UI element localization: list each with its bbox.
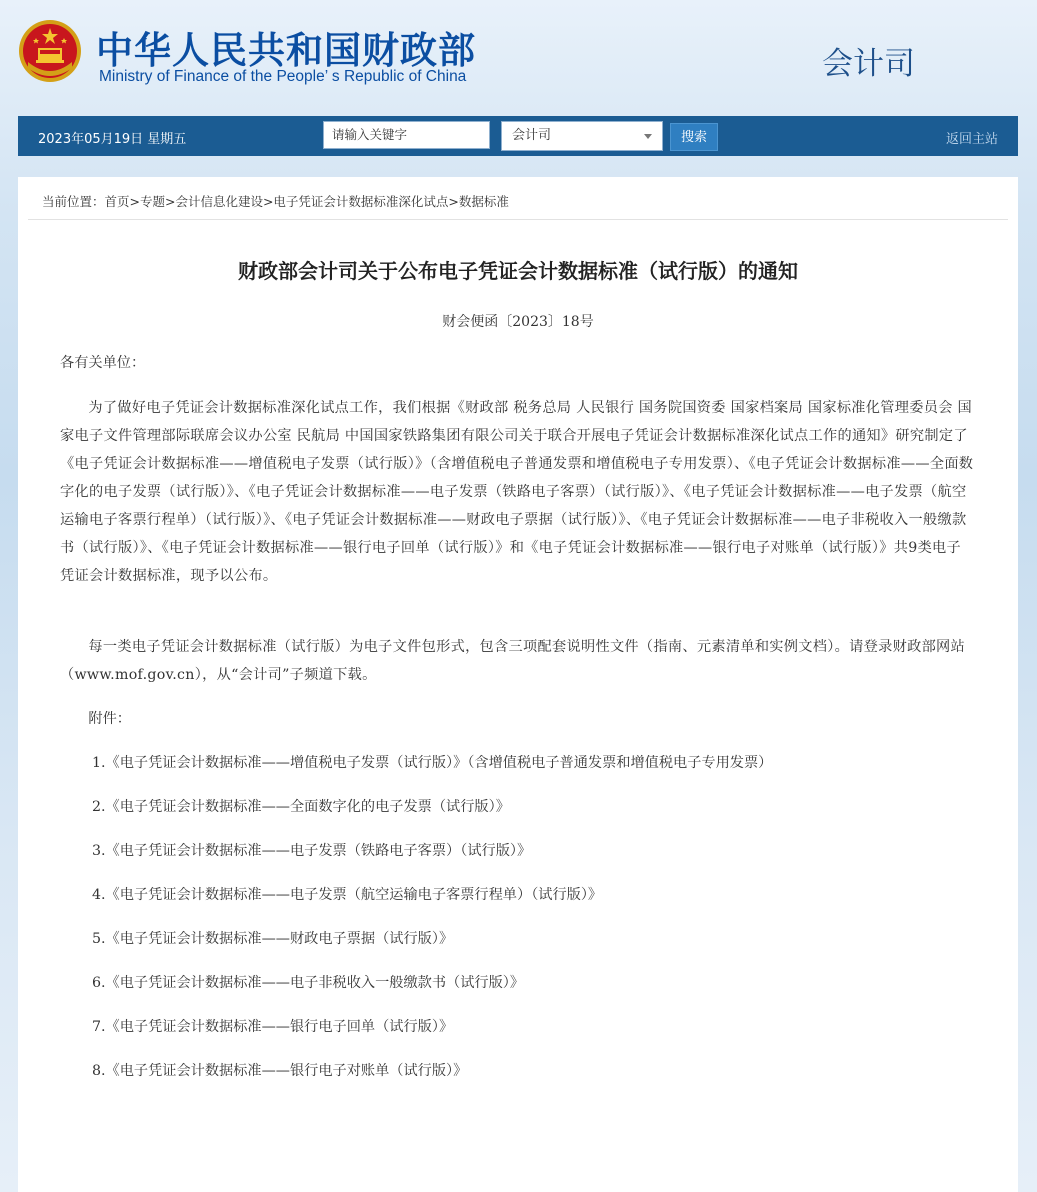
attachment-item[interactable]: 7.《电子凭证会计数据标准——银行电子回单（试行版）》 [92,1019,454,1035]
attachment-item[interactable]: 8.《电子凭证会计数据标准——银行电子对账单（试行版）》 [92,1063,468,1079]
divider [28,219,1008,220]
attachment-item[interactable]: 4.《电子凭证会计数据标准——电子发票（航空运输电子客票行程单）（试行版）》 [92,887,603,903]
breadcrumb[interactable]: 当前位置：首页>专题>会计信息化建设>电子凭证会计数据标准深化试点>数据标准 [42,194,509,209]
attachment-item[interactable]: 2.《电子凭证会计数据标准——全面数字化的电子发票（试行版）》 [92,799,510,815]
site-title-en: Ministry of Finance of the People’ s Republic of China [99,68,467,85]
salutation: 各有关单位： [60,355,146,371]
paragraph-2: 每一类电子凭证会计数据标准（试行版）为电子文件包形式，包含三项配套说明性文件（指南、元素清单和实例文档）。请登录财政部网站（www.mof.gov.cn），从“会计司”子频道下载。 [60,639,966,683]
attachment-item[interactable]: 6.《电子凭证会计数据标准——电子非税收入一般缴款书（试行版）》 [92,975,525,991]
department-name: 会计司 [822,46,915,82]
paragraph-1: 为了做好电子凭证会计数据标准深化试点工作，我们根据《财政部 税务总局 人民银行 国务院国资委 国家档案局 国家标准化管理委员会 国家电子文件管理部际联席会议办公室 民航局 中国国家铁路集团有限公司关于联合开展电子凭证会计数据标准深化试点工作的通知》研究制定了《电子凭证会计数据标准——增值税电子发票（试行版）》（含增值税电子普通发票和增值税电子专用发票）、《电子凭证会计数据标准——全面数字化的电子发票（试行版）》、《电子凭证会计数据标准——电子发票（铁路电子客票）（试行版）》、《电子凭证会计数据标准——电子发票（航空运输电子客票行程单）（试行版）》、《电子凭证会计数据标准——财政电子票据（试行版）》、《电子凭证会计数据标准——电子非税收入一般缴款书（试行版）》、《电子凭证会计数据标准——银行电子回单（试行版）》和《电子凭证会计数据标准——银行电子对账单（试行版）》共9类电子凭证会计数据标准，现予以公布。 [60,400,974,584]
site-header [0,0,1037,116]
chevron-down-icon [644,134,652,139]
search-scope-value: 会计司 [512,128,552,143]
article-title: 财政部会计司关于公布电子凭证会计数据标准（试行版）的通知 [238,259,798,283]
national-emblem-icon[interactable] [18,18,82,84]
search-input[interactable]: 请输入关键字 [323,121,490,149]
current-date: 2023年05月19日 星期五 [38,132,187,147]
search-scope-select[interactable] [501,121,663,151]
nav-bar [18,116,1018,156]
content-panel [18,177,1018,1192]
attachment-item[interactable]: 5.《电子凭证会计数据标准——财政电子票据（试行版）》 [92,931,454,947]
attachment-item[interactable]: 3.《电子凭证会计数据标准——电子发票（铁路电子客票）（试行版）》 [92,843,532,859]
site-title-cn: 中华人民共和国财政部 [96,29,476,72]
attachment-item[interactable]: 1.《电子凭证会计数据标准——增值税电子发票（试行版）》（含增值税电子普通发票和增值税电子专用发票） [92,755,773,771]
back-home-link[interactable]: 返回主站 [945,132,998,147]
document-number: 财会便函〔2023〕18号 [442,314,594,330]
attachments-label: 附件： [88,711,131,727]
search-button[interactable]: 搜索 [670,123,718,151]
